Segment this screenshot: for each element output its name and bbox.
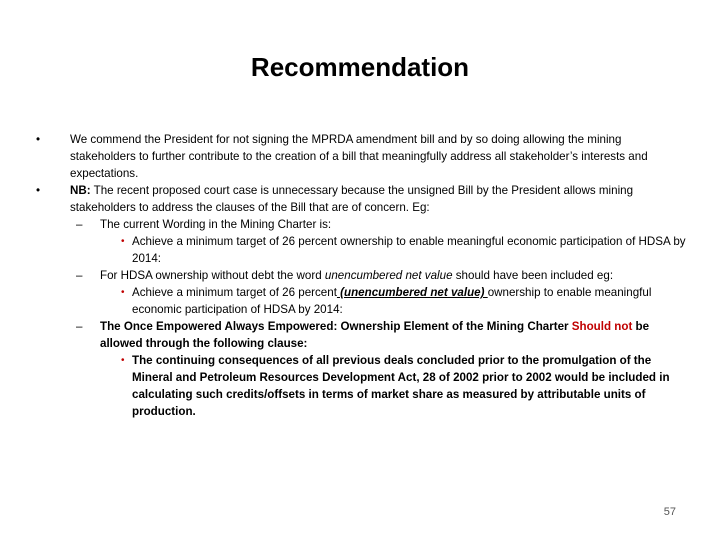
bullet-text: The recent proposed court case is unnecessary because the unsigned Bill by the President allows mining stakeholders to address the clauses of the Bill that are of concern. Eg: (70, 184, 634, 214)
sub-item (36, 216, 686, 233)
sub-sub-item-text: Achieve a minimum target of 26 percent ownership to enable meaningful economic participation of HDSA by 2014: (132, 235, 686, 265)
slide-title: Recommendation (250, 52, 470, 82)
bullet-item (36, 182, 686, 216)
slide-body (36, 131, 686, 420)
sub-sub-item (36, 352, 686, 420)
nb-label: NB: (70, 184, 91, 197)
sub-item-bold-end: be allowed through the following clause: (100, 320, 650, 350)
bullet-icon: • (36, 133, 41, 146)
page-number: 57 (663, 506, 676, 518)
underlined-term: (unencumbered net value) (336, 286, 488, 299)
sub-item-bold: The Once Empowered Always Empowered: Ownership Element of the Mining Charter (100, 320, 572, 333)
sub-item-text: For HDSA ownership without debt the word (100, 269, 325, 282)
sub-item-text-end: should have been included eg: (452, 269, 614, 282)
bullet-icon: • (121, 287, 125, 298)
sub-sub-item (36, 233, 686, 267)
bullet-icon: • (36, 184, 41, 197)
dash-icon: – (76, 269, 83, 282)
sub-item (36, 267, 686, 284)
red-emphasis: Should not (571, 320, 633, 333)
sub-item (36, 318, 686, 352)
bullet-text: We commend the President for not signing the MPRDA amendment bill and by so doing allowing the mining stakeholders to further contribute to the creation of a bill that meaningfully address all stakeholder’s interests and expectations. (70, 133, 648, 180)
dash-icon: – (76, 218, 83, 231)
bullet-icon: • (121, 355, 125, 366)
sub-sub-item-text: The continuing consequences of all previous deals concluded prior to the promulgation of the Mineral and Petroleum Resources Development Act, 28 of 2002 prior to 2002 would be included in calculating such credits/offsets in terms of market share as measured by attributable units of production. (132, 354, 670, 418)
dash-icon: – (76, 320, 83, 333)
italic-term: unencumbered net value (324, 269, 453, 282)
sub-item-text: The current Wording in the Mining Charter is: (100, 218, 332, 231)
sub-sub-item (36, 284, 686, 318)
sub-sub-item-text-end: ownership to enable meaningful economic participation of HDSA by 2014: (132, 286, 652, 316)
bullet-icon: • (121, 236, 125, 247)
bullet-item (36, 131, 686, 182)
sub-sub-item-text: Achieve a minimum target of 26 percent (132, 286, 337, 299)
